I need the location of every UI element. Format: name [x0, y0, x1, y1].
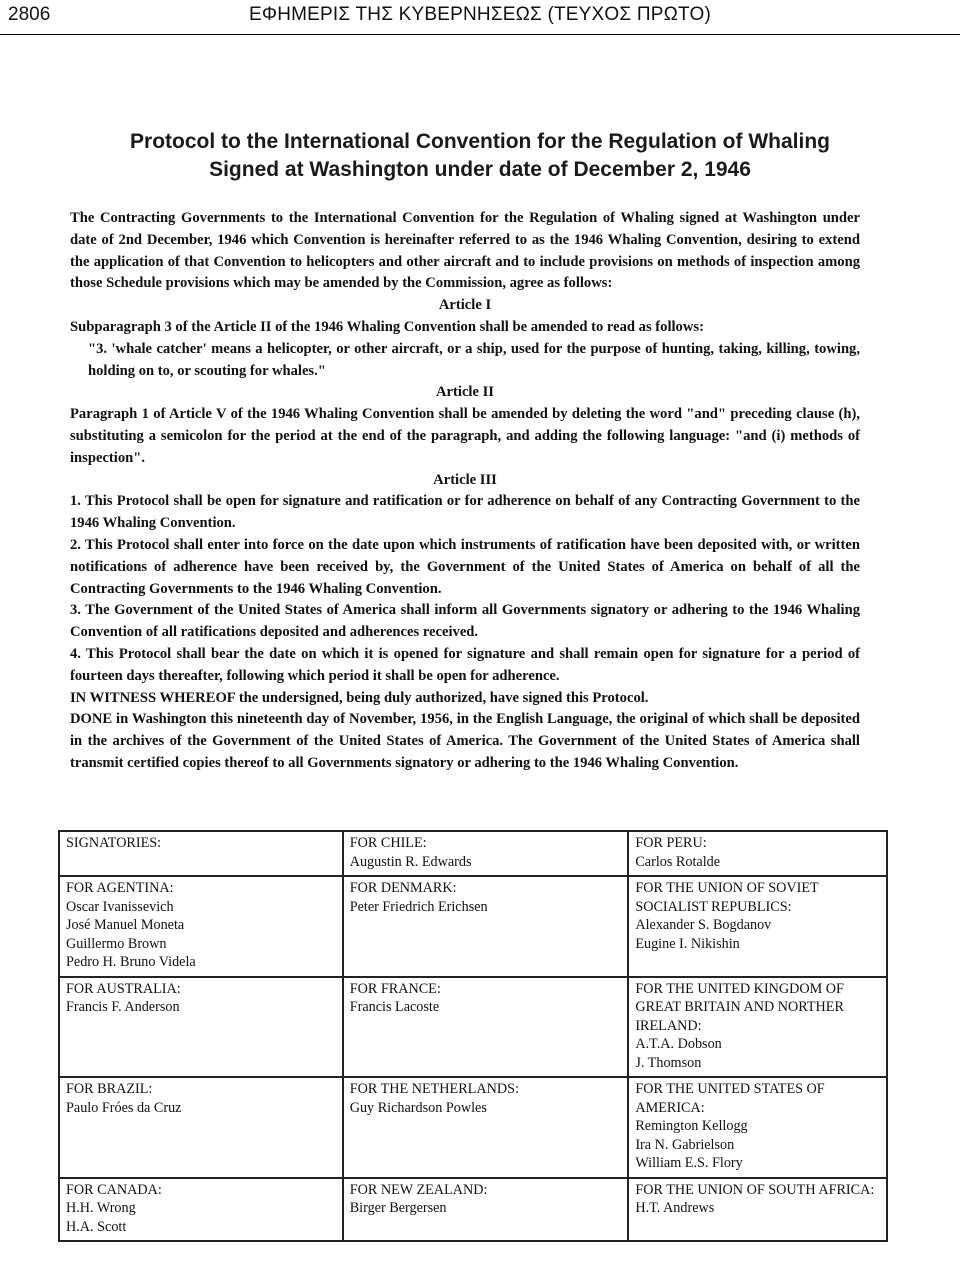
signatory-name: Oscar Ivanissevich [66, 898, 174, 915]
title-line-1: Protocol to the International Convention for the Regulation of Whaling [130, 130, 830, 153]
signatory-cell [59, 1077, 343, 1178]
article-2-heading: Article II [436, 384, 494, 401]
signatory-name: Augustin R. Edwards [349, 853, 472, 870]
signatory-cell [59, 831, 343, 876]
signatory-country: FOR CANADA: [66, 1181, 162, 1198]
signatories-row [59, 1077, 887, 1178]
signatory-name: J. Thomson [635, 1054, 702, 1071]
signatory-cell [343, 977, 629, 1078]
done-paragraph: DONE in Washington this nineteenth day of November, 1956, in the English Language, the original of which shall be deposited in the archives of the Government of the United States of America. The Government of the United States of America shall transmit certified copies thereof to all Governments signatory or adhering to the 1946 Whaling Convention. [70, 711, 860, 771]
signatory-name: William E.S. Flory [635, 1155, 743, 1171]
signatory-country: FOR AGENTINA: [66, 880, 174, 896]
protocol-body [70, 208, 860, 775]
signatory-name: Birger Bergersen [349, 1200, 447, 1216]
article-3-paragraph-3: 3. The Government of the United States of America shall inform all Governments signatory or adhering to the 1946 Whaling Convention of all ratifications deposited and adherences received. [70, 602, 860, 641]
signatory-cell [628, 831, 887, 876]
gazette-title: ΕΦΗΜΕΡΙΣ ΤΗΣ ΚΥΒΕΡΝΗΣΕΩΣ (ΤΕΥΧΟΣ ΠΡΩΤΟ) [248, 4, 711, 25]
article-3-paragraph-4: 4. This Protocol shall bear the date on which it is opened for signature and shall remain open for signature for a period of fourteen days thereafter, following which period it shall be open for adherence. [70, 645, 860, 684]
signatory-name: Remington Kellogg [635, 1118, 748, 1134]
article-1-text: Subparagraph 3 of the Article II of the 1946 Whaling Convention shall be amended to read as follows: [70, 318, 704, 335]
article-3-heading: Article III [433, 471, 497, 488]
signatory-name: José Manuel Moneta [66, 917, 185, 933]
signatory-country: FOR BRAZIL: [66, 1081, 153, 1097]
signatory-name: Eugine I. Nikishin [635, 935, 740, 952]
article-1-heading: Article I [438, 297, 492, 314]
signatory-name: H.A. Scott [66, 1218, 127, 1235]
signatory-cell [343, 1178, 629, 1242]
signatory-cell [59, 1178, 343, 1242]
signatory-cell [628, 977, 887, 1078]
article-3-paragraph-2: 2. This Protocol shall enter into force on the date upon which instruments of ratification have been deposited with, or written notifications of adherence have been received by, the Government of the United States of America on behalf of all the Contracting Governments to the 1946 Whaling Convention. [70, 536, 860, 597]
signatory-name: Guy Richardson Powles [349, 1099, 487, 1116]
signatory-country: FOR THE UNITED KINGDOM OF GREAT BRITAIN AND NORTHER IRELAND: [635, 980, 844, 1034]
signatories-table [58, 830, 888, 1242]
signatory-name: Francis Lacoste [349, 999, 440, 1015]
document-title [40, 128, 920, 184]
witness-paragraph: IN WITNESS WHEREOF the undersigned, being duly authorized, have signed this Protocol. [70, 689, 649, 706]
signatory-country: SIGNATORIES: [66, 835, 162, 851]
signatory-country: FOR FRANCE: [349, 980, 441, 997]
article-3-paragraph-1: 1. This Protocol shall be open for signature and ratification or for adherence on behalf of any Contracting Government to the 1946 Whaling Convention. [70, 493, 860, 532]
signatory-country: FOR PERU: [635, 835, 707, 851]
signatory-country: FOR THE UNION OF SOVIET SOCIALIST REPUBLICS: [635, 880, 819, 915]
signatory-cell [628, 1178, 887, 1242]
signatory-cell [343, 876, 629, 977]
signatory-name: H.T. Andrews [635, 1200, 715, 1216]
signatory-name: A.T.A. Dobson [635, 1036, 722, 1052]
signatories-row [59, 977, 887, 1078]
signatory-name: Ira N. Gabrielson [635, 1136, 735, 1153]
signatory-country: FOR THE UNITED STATES OF AMERICA: [635, 1081, 825, 1116]
page-number: 2806 [8, 4, 51, 25]
signatory-cell [628, 1077, 887, 1178]
signatories-row [59, 831, 887, 876]
signatory-country: FOR DENMARK: [349, 880, 457, 896]
signatories-row [59, 1178, 887, 1242]
signatory-cell [59, 977, 343, 1078]
article-2-text: Paragraph 1 of Article V of the 1946 Whaling Convention shall be amended by deleting the word "and" preceding clause (h), substituting a semicolon for the period at the end of the paragraph, and adding the following language: "and (i) methods of inspection". [70, 406, 860, 466]
signatory-cell [343, 1077, 629, 1178]
signatory-name: Paulo Fróes da Cruz [66, 1099, 182, 1116]
signatory-country: FOR CHILE: [349, 835, 427, 851]
signatory-name: Peter Friedrich Erichsen [349, 898, 488, 915]
signatory-name: Alexander S. Bogdanov [635, 917, 772, 933]
gazette-header [0, 0, 960, 35]
signatory-country: FOR NEW ZEALAND: [349, 1181, 488, 1198]
signatory-name: Guillermo Brown [66, 935, 167, 952]
signatory-country: FOR THE UNION OF SOUTH AFRICA: [635, 1181, 875, 1198]
signatory-cell [343, 831, 629, 876]
signatory-name: Pedro H. Bruno Videla [66, 954, 196, 970]
signatory-cell [628, 876, 887, 977]
signatory-name: H.H. Wrong [66, 1200, 136, 1216]
signatory-name: Francis F. Anderson [66, 999, 180, 1015]
signatories-row [59, 876, 887, 977]
signatory-country: FOR AUSTRALIA: [66, 980, 181, 997]
signatory-country: FOR THE NETHERLANDS: [349, 1081, 519, 1097]
title-line-2: Signed at Washington under date of December 2, 1946 [209, 158, 751, 181]
signatory-name: Carlos Rotalde [635, 853, 721, 870]
signatory-cell [59, 876, 343, 977]
preamble-paragraph: The Contracting Governments to the International Convention for the Regulation of Whaling signed at Washington under date of 2nd December, 1946 which Convention is hereinafter referred to as the 1946 Whaling Convention, desiring to extend the application of that Convention to helicopters and other aircraft and to include provisions on methods of inspection among those Schedule provisions which may be amended by the Commission, agree as follows: [70, 210, 860, 292]
article-1-quote: "3. 'whale catcher' means a helicopter, or other aircraft, or a ship, used for the purpose of hunting, taking, killing, towing, holding on to, or scouting for whales." [88, 340, 860, 379]
